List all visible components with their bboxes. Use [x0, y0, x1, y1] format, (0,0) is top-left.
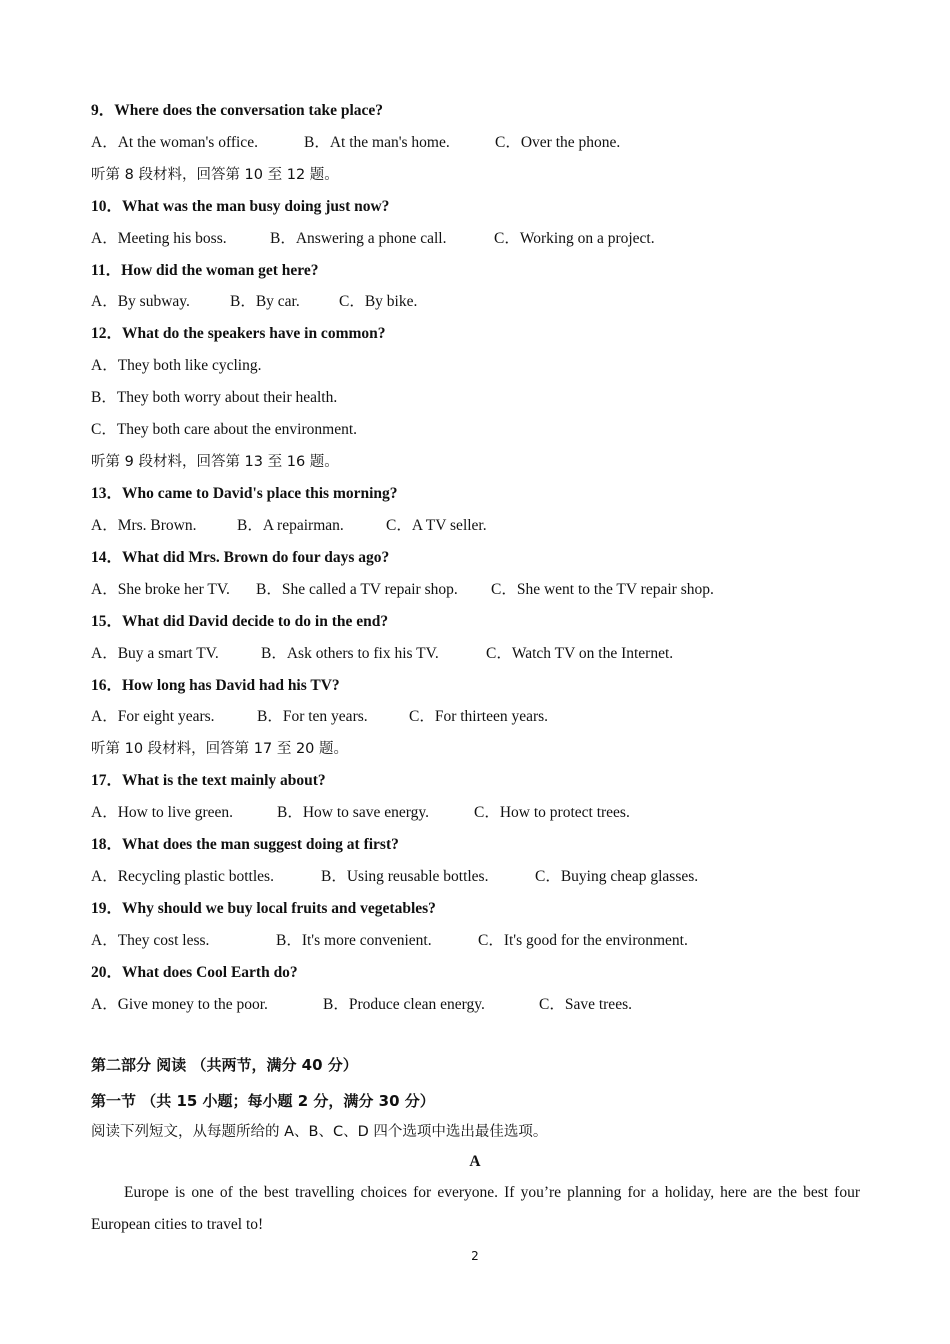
option-18c: C．Buying cheap glasses. — [535, 868, 699, 885]
option-14b: B．She called a TV repair shop. — [256, 581, 458, 598]
option-17b: B．How to save energy. — [277, 804, 429, 821]
question-17: 17．What is the text mainly about? — [91, 772, 326, 789]
option-9b: B．At the man's home. — [304, 134, 450, 151]
options-17 — [91, 803, 851, 823]
option-10c: C．Working on a project. — [494, 230, 655, 247]
option-20c: C．Save trees. — [539, 996, 632, 1013]
question-18: 18．What does the man suggest doing at first? — [91, 836, 399, 853]
option-18a: A．Recycling plastic bottles. — [91, 868, 274, 885]
passage-paragraph: Europe is one of the best travelling choices for everyone. If you’re planning for a holiday, here are the best four European cities to travel to! — [91, 1184, 860, 1233]
reading-instruction: 阅读下列短文，从每题所给的 A、B、C、D 四个选项中选出最佳选项。 — [91, 1124, 548, 1140]
options-13 — [91, 516, 851, 536]
question-9: 9．Where does the conversation take place? — [91, 102, 384, 119]
option-20a: A．Give money to the poor. — [91, 996, 268, 1013]
question-20: 20．What does Cool Earth do? — [91, 964, 298, 981]
option-16a: A．For eight years. — [91, 708, 215, 725]
page-number: 2 — [471, 1249, 479, 1263]
option-12a: A．They both like cycling. — [91, 357, 262, 374]
question-14: 14．What did Mrs. Brown do four days ago? — [91, 549, 390, 566]
options-20 — [91, 995, 851, 1015]
option-11a: A．By subway. — [91, 293, 190, 310]
question-16: 16．How long has David had his TV? — [91, 677, 340, 694]
question-15: 15．What did David decide to do in the end? — [91, 613, 389, 630]
option-11c: C．By bike. — [339, 293, 418, 310]
option-16b: B．For ten years. — [257, 708, 368, 725]
options-18 — [91, 867, 851, 887]
options-19 — [91, 931, 851, 951]
option-11b: B．By car. — [230, 293, 300, 310]
option-14a: A．She broke her TV. — [91, 581, 230, 598]
options-9 — [91, 133, 851, 153]
option-16c: C．For thirteen years. — [409, 708, 549, 725]
option-19b: B．It's more convenient. — [276, 932, 432, 949]
option-19c: C．It's good for the environment. — [478, 932, 688, 949]
part-two-heading: 第二部分 阅读 （共两节，满分 40 分） — [91, 1056, 358, 1074]
option-15a: A．Buy a smart TV. — [91, 645, 219, 662]
option-17c: C．How to protect trees. — [474, 804, 630, 821]
option-15c: C．Watch TV on the Internet. — [486, 645, 674, 662]
option-20b: B．Produce clean energy. — [323, 996, 485, 1013]
option-17a: A．How to live green. — [91, 804, 234, 821]
question-10: 10．What was the man busy doing just now? — [91, 198, 390, 215]
option-10a: A．Meeting his boss. — [91, 230, 227, 247]
option-13a: A．Mrs. Brown. — [91, 517, 197, 534]
option-13b: B．A repairman. — [237, 517, 344, 534]
passage-title: A — [469, 1153, 481, 1170]
option-9c: C．Over the phone. — [495, 134, 621, 151]
option-15b: B．Ask others to fix his TV. — [261, 645, 439, 662]
option-19a: A．They cost less. — [91, 932, 210, 949]
option-18b: B．Using reusable bottles. — [321, 868, 489, 885]
section-instruction-10: 听第 10 段材料，回答第 17 至 20 题。 — [91, 741, 349, 757]
option-10b: B．Answering a phone call. — [270, 230, 447, 247]
option-9a: A．At the woman's office. — [91, 134, 258, 151]
options-15 — [91, 644, 851, 664]
question-13: 13．Who came to David's place this morning? — [91, 485, 398, 502]
option-13c: C．A TV seller. — [386, 517, 487, 534]
question-11: 11．How did the woman get here? — [91, 262, 319, 279]
option-14c: C．She went to the TV repair shop. — [491, 581, 714, 598]
option-12c: C．They both care about the environment. — [91, 421, 358, 438]
option-12b: B．They both worry about their health. — [91, 389, 338, 406]
options-16 — [91, 707, 851, 727]
options-14 — [91, 580, 851, 600]
question-19: 19．Why should we buy local fruits and vegetables? — [91, 900, 436, 917]
section-instruction-9: 听第 9 段材料，回答第 13 至 16 题。 — [91, 454, 339, 470]
options-10 — [91, 229, 851, 249]
options-11 — [91, 292, 851, 312]
question-12: 12．What do the speakers have in common? — [91, 325, 386, 342]
section-one-heading: 第一节 （共 15 小题；每小题 2 分，满分 30 分） — [91, 1092, 435, 1110]
section-instruction-8: 听第 8 段材料，回答第 10 至 12 题。 — [91, 167, 339, 183]
